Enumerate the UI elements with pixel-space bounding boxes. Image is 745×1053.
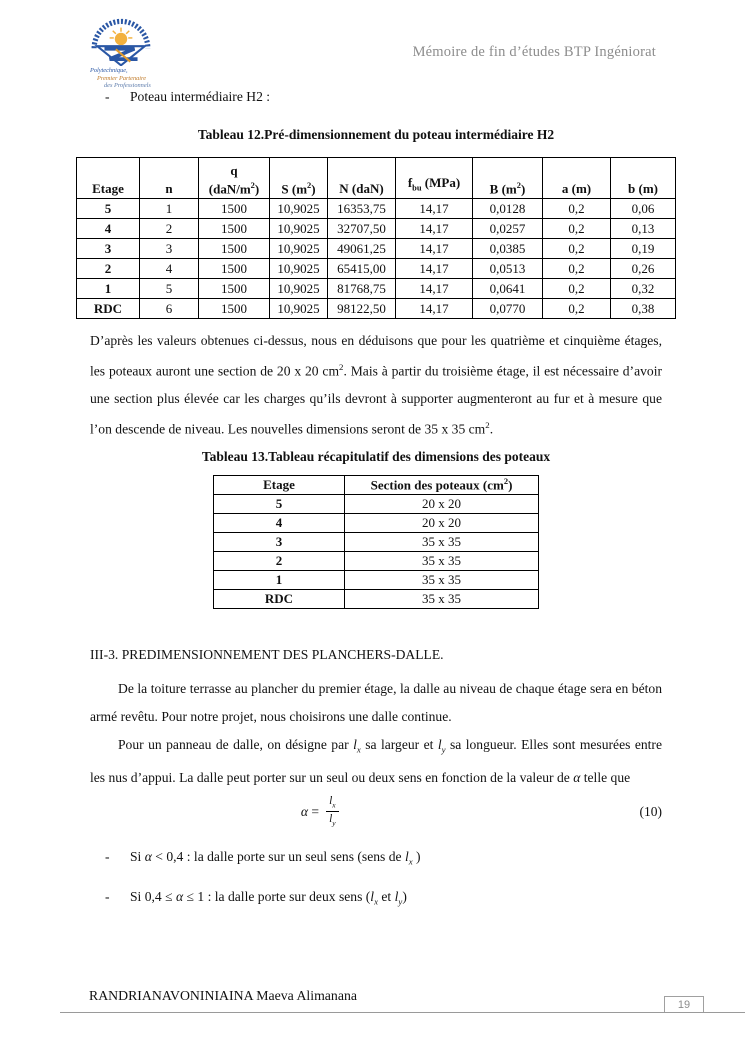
column-header: Section des poteaux $(cm^2)$ (345, 476, 539, 495)
column-header: Etage (77, 158, 140, 199)
table-cell: 14,17 (396, 259, 473, 279)
table13-recapitulatif (213, 475, 539, 609)
condition-text: Si 0,4 ≤ α ≤ 1 : la dalle porte sur deux sens ($l_x$ et $l_y$) (130, 888, 407, 907)
dash-bullet: - (105, 888, 110, 904)
page-number-badge (664, 996, 704, 1012)
table-cell: 0,2 (543, 239, 611, 259)
fraction-denominator: $l_y$ (329, 813, 336, 828)
table-cell: 1 (77, 279, 140, 299)
table-row (77, 299, 676, 319)
table-cell: 35 x 35 (345, 552, 539, 571)
column-header: q $(daN/m^2)$ (199, 158, 270, 199)
page-content (76, 86, 676, 912)
logo-tagline-line: Polytechnique, (90, 67, 128, 74)
column-header: S $(m^2)$ (270, 158, 328, 199)
table-cell: 14,17 (396, 239, 473, 259)
equation-10 (90, 794, 662, 830)
table-cell: 0,26 (611, 259, 676, 279)
table-cell: 1 (140, 199, 199, 219)
table-cell: 0,2 (543, 199, 611, 219)
table-cell: 0,2 (543, 219, 611, 239)
table-cell: 10,9025 (270, 219, 328, 239)
table-cell: 1 (214, 571, 345, 590)
table-row (77, 199, 676, 219)
column-header: n (140, 158, 199, 199)
table-cell: 5 (77, 199, 140, 219)
table-cell: 0,32 (611, 279, 676, 299)
table-cell: 0,0385 (473, 239, 543, 259)
table-row (214, 552, 539, 571)
table-row (214, 571, 539, 590)
table-row (214, 514, 539, 533)
table-cell: 1500 (199, 219, 270, 239)
footer-author: RANDRIANAVONINIAINA Maeva Alimanana (89, 988, 357, 1003)
condition-item-2 (76, 886, 676, 913)
condition-text: Si α < 0,4 : la dalle porte sur un seul sens (sens de $l_x$ ) (130, 848, 421, 867)
table-cell: 0,2 (543, 299, 611, 319)
table-cell: RDC (214, 590, 345, 609)
table-row (214, 533, 539, 552)
table-cell: 32707,50 (328, 219, 396, 239)
equation-lhs: α = (300, 803, 320, 819)
column-header: a (m) (543, 158, 611, 199)
table-cell: 98122,50 (328, 299, 396, 319)
table12-header-row (77, 158, 676, 199)
table-cell: 35 x 35 (345, 571, 539, 590)
list-item-poteau-h2 (76, 88, 676, 105)
table-cell: 2 (140, 219, 199, 239)
table-cell: 4 (77, 219, 140, 239)
table-cell: 14,17 (396, 199, 473, 219)
table-cell: 1500 (199, 199, 270, 219)
table-cell: 81768,75 (328, 279, 396, 299)
table-cell: 35 x 35 (345, 590, 539, 609)
logo-tagline-line: des Professionnels (104, 82, 151, 89)
condition-item-1 (76, 846, 676, 873)
table-cell: 6 (140, 299, 199, 319)
table-cell: 10,9025 (270, 239, 328, 259)
table-row (77, 219, 676, 239)
table-cell: 10,9025 (270, 299, 328, 319)
column-header: b (m) (611, 158, 676, 199)
footer-divider (60, 1012, 745, 1013)
running-header-title: Mémoire de fin d’études BTP Ingéniorat (412, 44, 656, 60)
list-item-text: Poteau intermédiaire H2 : (130, 89, 271, 104)
table-row (77, 239, 676, 259)
table-cell: 10,9025 (270, 259, 328, 279)
fraction (326, 795, 339, 829)
table-cell: 0,2 (543, 279, 611, 299)
table-cell: 0,0770 (473, 299, 543, 319)
table-cell: 14,17 (396, 219, 473, 239)
table-row (77, 259, 676, 279)
equation-number: (10) (639, 803, 662, 819)
table-cell: 1500 (199, 259, 270, 279)
paragraph-conclusion-poteaux: D’après les valeurs obtenues ci-dessus, nous en déduisons que pour les quatrième et cinquième étages, les poteaux auront une section de 20 x 20 $cm^2$. Mais à partir du troisième étage, il est nécessaire d’avoir une section plus élevée car les charges qu’ils devront à supporter augmenteront au fur et à mesure que l’on descende de niveau. Les nouvelles dimensions seront de 35 x 35 $cm^2$. (90, 333, 663, 437)
table-cell: 49061,25 (328, 239, 396, 259)
table12-caption: Tableau 12.Pré-dimensionnement du poteau intermédiaire H2 (197, 127, 555, 142)
column-header: Etage (214, 476, 345, 495)
column-header: $f_{bu}$ (MPa) (396, 158, 473, 199)
table-cell: 1500 (199, 279, 270, 299)
table-cell: 35 x 35 (345, 533, 539, 552)
table12-predimensionnement (76, 157, 676, 319)
fraction-numerator: $l_x$ (326, 795, 339, 812)
table-cell: 3 (77, 239, 140, 259)
table-cell: 2 (214, 552, 345, 571)
table-cell: 3 (140, 239, 199, 259)
table-cell: 0,0128 (473, 199, 543, 219)
table-cell: 16353,75 (328, 199, 396, 219)
table-cell: 1500 (199, 299, 270, 319)
table-cell: 10,9025 (270, 199, 328, 219)
table-cell: 4 (140, 259, 199, 279)
table-row (77, 279, 676, 299)
table-cell: 2 (77, 259, 140, 279)
column-header: N (daN) (328, 158, 396, 199)
table-cell: 4 (214, 514, 345, 533)
dash-bullet: - (105, 848, 110, 864)
table-row (214, 590, 539, 609)
table-cell: 0,0641 (473, 279, 543, 299)
dash-bullet: - (105, 89, 110, 104)
table-cell: 0,0257 (473, 219, 543, 239)
paragraph-panneau-dalle: Pour un panneau de dalle, on désigne par $l_x$ sa largeur et $l_y$ sa longueur. Elles sont mesurées entre les nus d’appui. La dalle peut porter sur un seul ou deux sens en fonction de la valeur de α telle que (90, 737, 662, 785)
table-cell: 1500 (199, 239, 270, 259)
column-header: B $(m^2)$ (473, 158, 543, 199)
table-cell: 5 (214, 495, 345, 514)
table-cell: 0,13 (611, 219, 676, 239)
paragraph-dalle-intro: De la toiture terrasse au plancher du premier étage, la dalle au niveau de chaque étage sera en béton armé revêtu. Pour notre projet, nous choisirons une dalle continue. (90, 681, 662, 725)
table-cell: 3 (214, 533, 345, 552)
table-cell: 5 (140, 279, 199, 299)
table-cell: RDC (77, 299, 140, 319)
table-row (214, 495, 539, 514)
table-cell: 20 x 20 (345, 514, 539, 533)
school-logo-emblem (90, 14, 152, 66)
table-cell: 20 x 20 (345, 495, 539, 514)
logo-tagline-line: Premier Partenaire (97, 74, 147, 82)
equation-alpha (45, 795, 595, 829)
table-cell: 0,19 (611, 239, 676, 259)
table-cell: 65415,00 (328, 259, 396, 279)
table-cell: 0,38 (611, 299, 676, 319)
table-cell: 0,2 (543, 259, 611, 279)
table13-caption: Tableau 13.Tableau récapitulatif des dimensions des poteaux (201, 449, 551, 465)
table-cell: 0,0513 (473, 259, 543, 279)
table-cell: 14,17 (396, 299, 473, 319)
page-number: 19 (677, 998, 691, 1011)
table-cell: 0,06 (611, 199, 676, 219)
table13-header-row (214, 476, 539, 495)
school-logo (90, 14, 210, 90)
table-cell: 10,9025 (270, 279, 328, 299)
section-heading-iii3: III-3. PREDIMENSIONNEMENT DES PLANCHERS-DALLE. (90, 647, 444, 663)
table-cell: 14,17 (396, 279, 473, 299)
